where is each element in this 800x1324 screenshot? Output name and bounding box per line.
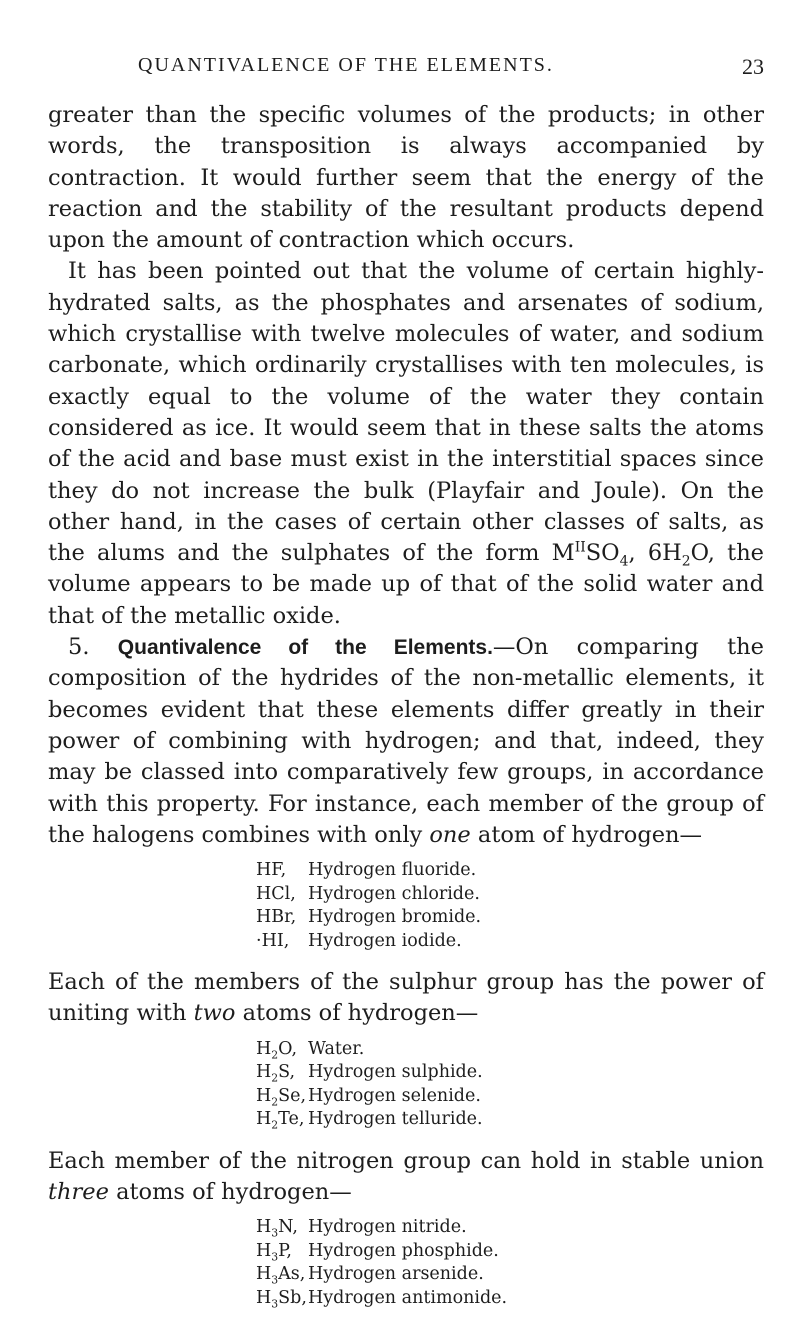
paragraph-nitrogen-group: Each member of the nitrogen group can hold in stable union three atoms of hydrogen— xyxy=(48,1147,764,1206)
list-item: $H_3P$, Hydrogen phosphide. xyxy=(256,1240,499,1264)
paragraph-sulphur-group: Each of the members of the sulphur group has the power of uniting with two atoms of hydrogen— xyxy=(48,969,764,1027)
list-item: $H_2Te$, Hydrogen telluride. xyxy=(256,1109,483,1132)
body-text xyxy=(48,1146,764,1209)
paragraph-contraction: greater than the specific volumes of the products; in other words, the transposition is always accompanied by contraction. It would further seem that the energy of the reaction and the stability of the resultant products depend upon the amount of contraction which occurs. xyxy=(48,102,764,254)
sulphur-hydride-list xyxy=(256,1038,764,1132)
halogen-hydride-list xyxy=(256,859,764,953)
list-item: $H_3Sb$, Hydrogen antimonide. xyxy=(256,1287,508,1311)
section-heading: Quantivalence of the Elements. xyxy=(117,636,493,660)
running-head: QUANTIVALENCE OF THE ELEMENTS. xyxy=(138,54,554,76)
list-item: HBr, Hydrogen bromide. xyxy=(256,907,482,928)
list-item: $H_3As$, Hydrogen arsenide. xyxy=(256,1264,484,1287)
paragraph-hydrated-salts: It has been pointed out that the volume of certain highly-hydrated salts, as the phosphates and arsenates of sodium, which crystallise with twelve molecules of water, and sodium carbonate, which ordinarily crystallises with ten molecules, is exactly equal to the volume of the water they contain considered as ice. It would seem that in these salts the atoms of the acid and base must exist in the interstitial spaces since they do not increase the bulk (Playfair and Joule). On the other hand, in the cases of certain other classes of salts, as the alums and the sulphates of the form $M^{II}SO_4$, $6H_2O$, the volume appears to be made up of that of the solid water and that of the metallic oxide. xyxy=(48,258,764,629)
body-text xyxy=(48,100,764,851)
paragraph-quantivalence: 5. Quantivalence of the Elements.—On comparing the composition of the hydrides of the non-metallic elements, it becomes evident that these elements differ greatly in their power of combining with hydrogen; and that, indeed, they may be classed into comparatively few groups, in accordance with this property. For instance, each member of the group of the halogens combines with only one atom of hydrogen— xyxy=(48,634,764,848)
list-item: $H_3N$, Hydrogen nitride. xyxy=(256,1217,467,1240)
list-item: $H_2Se$, Hydrogen selenide. xyxy=(256,1085,481,1109)
body-text xyxy=(48,967,764,1030)
list-item: $H_2S$, Hydrogen sulphide. xyxy=(256,1062,483,1085)
page-number: 23 xyxy=(742,54,764,79)
book-page xyxy=(48,0,764,1324)
nitrogen-hydride-list xyxy=(256,1216,764,1310)
page-header xyxy=(48,0,764,100)
list-item: ·HI, Hydrogen iodide. xyxy=(256,930,462,951)
list-item: HF, Hydrogen fluoride. xyxy=(256,860,477,881)
list-item: $H_2O$, Water. xyxy=(256,1038,365,1062)
section-number: 5. xyxy=(68,634,90,661)
list-item: HCl, Hydrogen chloride. xyxy=(256,883,480,904)
